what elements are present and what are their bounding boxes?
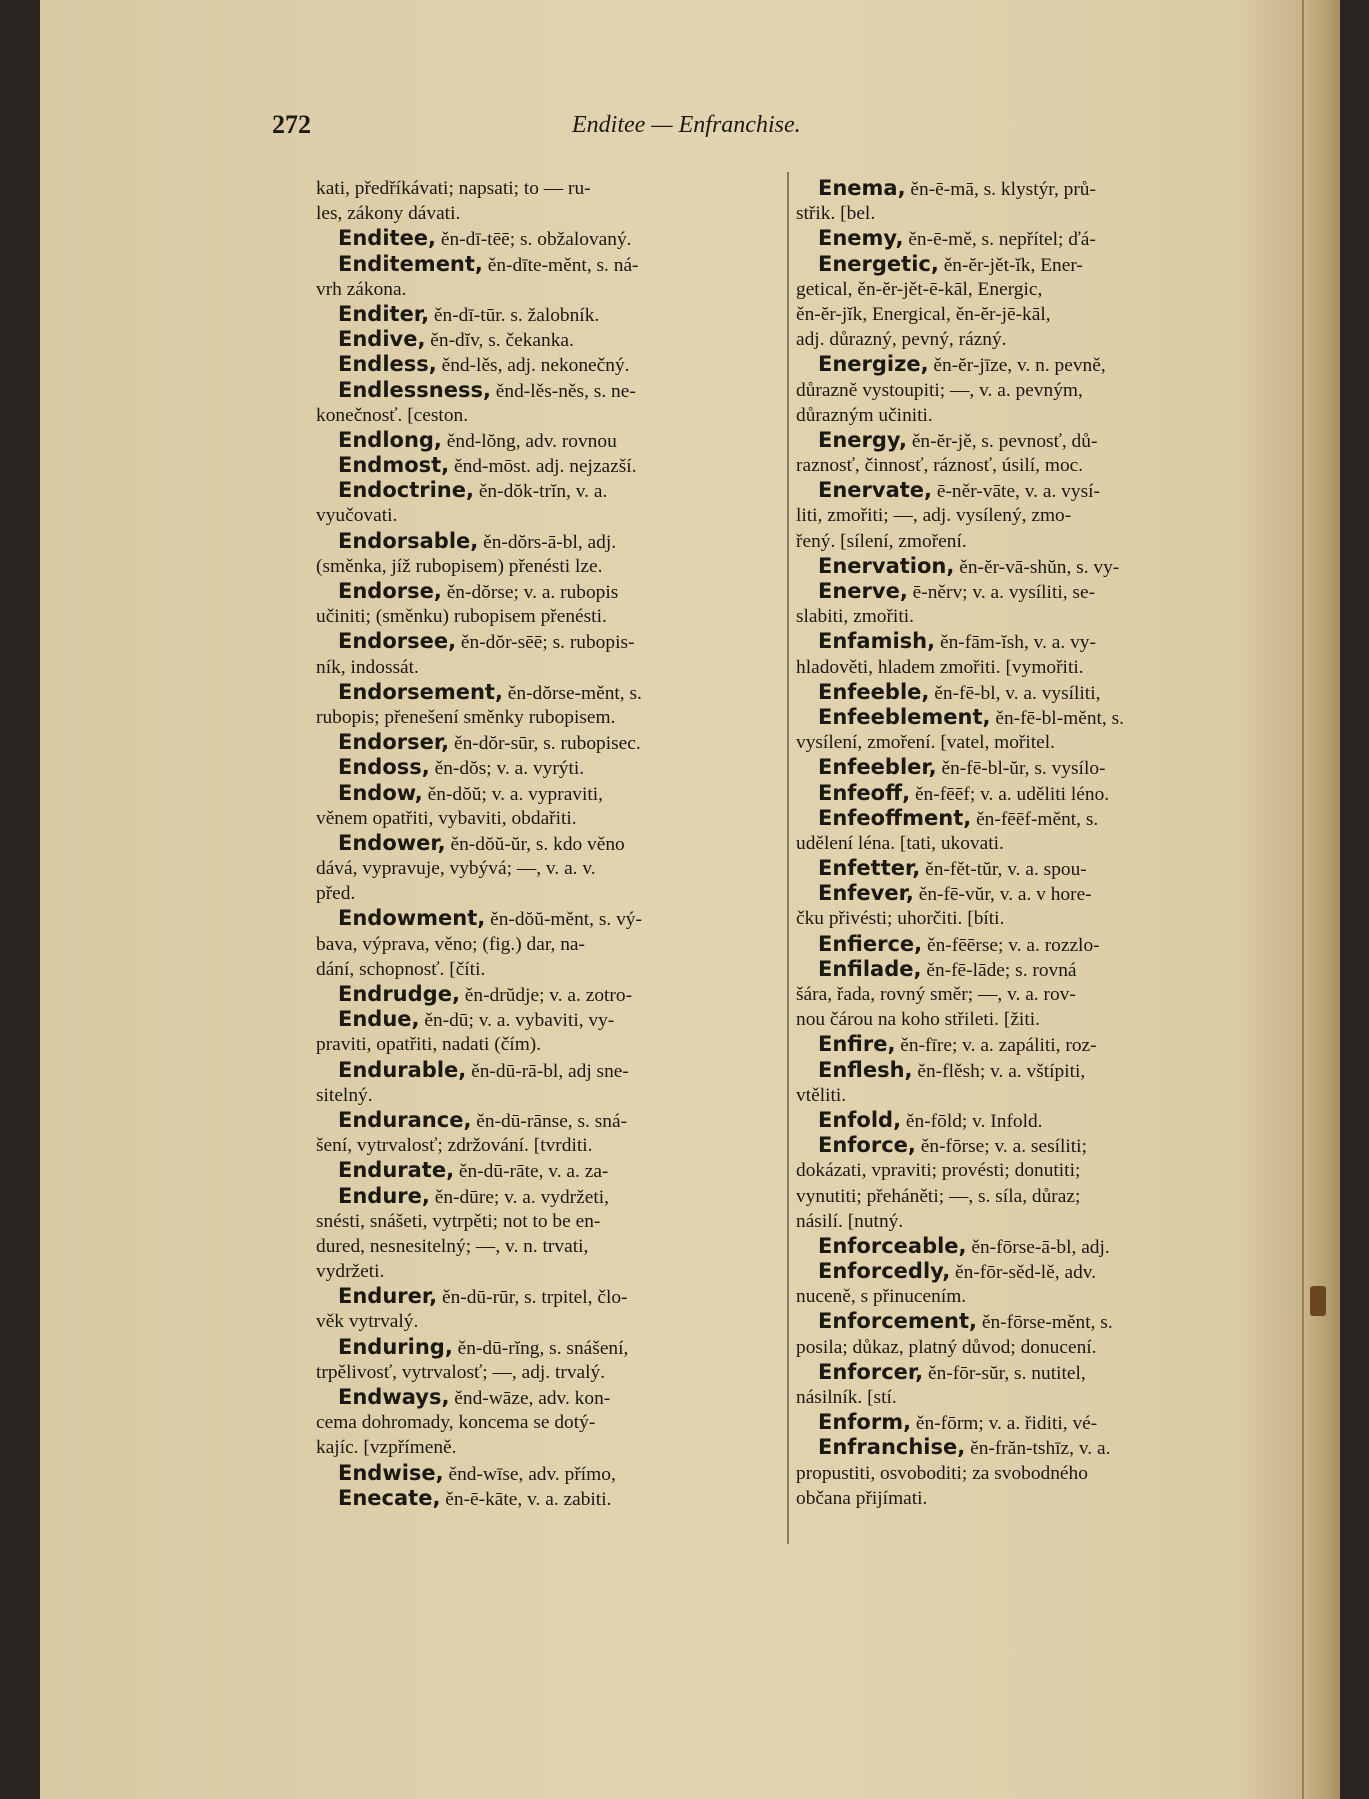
entry-text: rubopis; přenešení směnky rubopisem. [316,706,616,728]
entry-text: hladověti, hladem zmořiti. [vymořiti. [796,656,1084,678]
headword: Endure, [338,1183,430,1208]
headword: Enfold, [818,1107,902,1132]
headword: Enfilade, [818,956,922,981]
headword: Enemy, [818,226,904,251]
headword: Enditement, [338,251,483,276]
headword: Enditee, [338,226,437,251]
headword: Endoctrine, [338,478,474,503]
dictionary-entry-line [316,226,786,251]
dictionary-entry-line [796,755,1266,780]
entry-text: ěn-fōrse-ā-bl, adj. [966,1236,1110,1258]
dictionary-entry-line [316,906,786,931]
headword: Enervation, [818,553,955,578]
entry-text: ěn-dī-tēē; s. obžalovaný. [436,229,632,251]
entry-text: ěn-ĕr-vā-shŭn, s. vy- [954,556,1120,578]
headword: Endlessness, [338,377,491,402]
dictionary-entry-line [316,1335,786,1360]
text-line [316,176,786,201]
text-line [316,277,786,302]
text-line [316,604,786,629]
headword: Endorse, [338,579,442,603]
entry-text: ěn-dŏr-sēē; s. rubopis- [456,632,635,654]
headword: Endmost, [338,453,450,478]
dictionary-entry-line [796,226,1266,251]
entry-text: čku přivésti; uhorčiti. [bíti. [796,908,1005,930]
text-line [316,503,786,528]
text-line [316,957,786,982]
dictionary-entry-line [316,680,786,705]
headword: Endorsement, [338,679,503,704]
entry-text: ěn-fōr-sěd-lě, adv. [950,1262,1097,1284]
entry-text: ěn-dī-tūr. s. žalobník. [429,304,600,326]
entry-text: ěn-dū-rĭng, s. snášení, [452,1337,629,1359]
text-line [316,1032,786,1057]
left-column [316,176,786,1511]
entry-text: věk vytrvalý. [316,1311,419,1333]
dictionary-entry-line [316,1284,786,1309]
headword: Endurance, [338,1107,472,1132]
text-line [796,1158,1266,1183]
dictionary-entry-line [316,327,786,352]
headword: Enforcedly, [818,1259,951,1284]
text-line [796,201,1266,226]
dictionary-entry-line [316,629,786,654]
dictionary-entry-line [796,352,1266,377]
entry-text: ěn-fām-ĭsh, v. a. vy- [935,632,1096,654]
text-line [796,730,1266,755]
headword: Endurable, [338,1057,467,1082]
entry-text: ěn-ē-mě, s. nepřítel; ďá- [903,229,1096,251]
headword: Endurate, [338,1158,455,1183]
dictionary-entry-line [316,378,786,403]
text-line [796,906,1266,931]
entry-text: ěn-fēēf; v. a. uděliti léno. [910,783,1110,805]
entry-text: před. [316,883,356,905]
entry-text: ěnd-lěs, adj. nekonečný. [436,355,630,377]
text-line [796,655,1266,680]
text-line [796,831,1266,856]
dictionary-entry-line [796,1234,1266,1259]
text-line [796,1007,1266,1032]
entry-text: ěnd-wāze, adv. kon- [449,1388,611,1409]
headword: Enform, [818,1410,912,1435]
text-line [796,277,1266,302]
dictionary-entry-line [316,1007,786,1032]
dictionary-entry-line [316,302,786,327]
entry-text: ěn-ē-mā, s. klystýr, prů- [905,179,1096,200]
headword: Enfeoff, [818,780,911,805]
entry-text: ěn-dŏŭ-ŭr, s. kdo věno [445,833,625,855]
running-title: Enditee — Enfranchise. [572,112,801,138]
text-line [316,705,786,730]
headword: Enervate, [818,478,933,503]
entry-text: ěn-fīre; v. a. zapáliti, roz- [895,1035,1097,1057]
headword: Endoss, [338,755,430,780]
entry-text: důrazně vystoupiti; —, v. a. pevným, [796,379,1083,401]
entry-text: raznosť, činnosť, ráznosť, úsilí, moc. [796,455,1084,477]
entry-text: ěn-dŏr-sūr, s. rubopisec. [449,733,641,755]
text-line [796,302,1266,327]
dictionary-entry-line [796,1133,1266,1158]
entry-text: ěn-ĕr-jīze, v. n. pevně, [928,355,1106,377]
entry-text: ěn-fē-bl, v. a. vysíliti, [929,682,1101,704]
entry-text: getical, ěn-ĕr-jět-ē-kāl, Energic, [796,278,1043,300]
entry-text: ěn-fōrse-měnt, s. [977,1312,1113,1334]
dictionary-entry-line [796,1360,1266,1385]
dictionary-entry-line [796,1259,1266,1284]
dictionary-entry-line [316,1184,786,1209]
entry-text: ěn-dŏrse; v. a. rubopis [441,582,619,603]
entry-text: ē-něrv; v. a. vysíliti, se- [907,582,1096,603]
headword: Enfetter, [818,856,921,881]
text-line [316,1133,786,1158]
entry-text: ěn-fēēf-měnt, s. [971,808,1099,830]
headword: Enditer, [338,301,430,326]
headword: Endorser, [338,730,450,755]
text-line [316,1209,786,1234]
text-line [316,1309,786,1334]
text-line [316,1410,786,1435]
dictionary-entry-line [316,755,786,780]
entry-text: dává, vypravuje, vybývá; —, v. a. v. [316,858,596,880]
dictionary-entry-line [796,478,1266,503]
entry-text: násilník. [stí. [796,1387,897,1408]
text-line [316,1083,786,1108]
headword: Enfierce, [818,931,923,956]
dictionary-page [40,0,1340,1799]
entry-text: ěnd-lěs-něs, s. ne- [490,380,636,402]
entry-text: dured, nesnesitelný; —, v. n. trvati, [316,1235,589,1257]
entry-text: učiniti; (směnku) rubopisem přenésti. [316,606,607,628]
entry-text: důrazným učiniti. [796,404,933,426]
entry-text: šára, řada, rovný směr; —, v. a. rov- [796,984,1076,1005]
text-line [796,1461,1266,1486]
dictionary-entry-line [796,881,1266,906]
entry-text: ěn-dū-rūr, s. trpitel, člo- [437,1287,628,1309]
headword: Endwise, [338,1460,444,1485]
text-line [796,403,1266,428]
text-line [796,1083,1266,1108]
entry-text: šení, vytrvalosť; zdržování. [tvrditi. [316,1135,593,1157]
entry-text: sitelný. [316,1084,373,1106]
entry-text: ník, indossát. [316,656,419,678]
entry-text: občana přijímati. [796,1487,928,1509]
entry-text: ěn-fē-bl-měnt, s. [990,707,1125,729]
entry-text: ěn-flěsh; v. a. vštípiti, [912,1060,1086,1082]
dictionary-entry-line [796,1309,1266,1334]
entry-text: ěnd-wīse, adv. přímo, [443,1463,616,1485]
headword: Enfranchise, [818,1435,966,1460]
text-line [796,1335,1266,1360]
headword: Endowment, [338,906,486,931]
dictionary-entry-line [796,705,1266,730]
text-line [796,1385,1266,1410]
dictionary-entry-line [796,629,1266,654]
dictionary-entry-line [796,1032,1266,1057]
dictionary-entry-line [316,831,786,856]
headword: Endorsable, [338,528,479,553]
headword: Enema, [818,176,906,200]
dictionary-entry-line [796,680,1266,705]
text-line [796,1284,1266,1309]
dictionary-entry-line [316,1461,786,1486]
text-line [316,201,786,226]
entry-text: ěn-fē-bl-ŭr, s. vysílo- [936,758,1106,780]
dictionary-entry-line [796,957,1266,982]
entry-text: řený. [sílení, zmoření. [796,530,967,552]
dictionary-entry-line [796,856,1266,881]
dictionary-entry-line [316,781,786,806]
dictionary-entry-line [316,1108,786,1133]
headword: Endow, [338,780,423,805]
entry-text: ěn-fē-lāde; s. rovná [921,959,1077,981]
text-line [316,806,786,831]
headword: Enfeebler, [818,755,937,780]
text-line [796,453,1266,478]
text-line [316,554,786,579]
headword: Endless, [338,352,437,377]
dictionary-entry-line [316,252,786,277]
dictionary-entry-line [316,352,786,377]
dictionary-entry-line [796,1108,1266,1133]
dictionary-entry-line [316,1385,786,1410]
headword: Energize, [818,352,929,377]
entry-text: vtěliti. [796,1084,847,1106]
dictionary-entry-line [316,982,786,1007]
entry-text: ěn-dīte-měnt, s. ná- [482,254,639,276]
headword: Enflesh, [818,1057,913,1082]
headword: Energy, [818,427,907,452]
headword: Energetic, [818,251,939,276]
dictionary-entry-line [316,1058,786,1083]
text-line [316,1259,786,1284]
headword: Enforce, [818,1133,916,1158]
entry-text: ěn-dŏrse-měnt, s. [502,682,642,704]
entry-text: ěn-dū-rā-bl, adj sne- [466,1060,629,1082]
entry-text: ěn-dŏk-trĭn, v. a. [473,481,608,503]
headword: Enforceable, [818,1233,967,1258]
entry-text: ěn-dŏŭ-měnt, s. vý- [485,909,642,931]
page-number: 272 [272,110,311,139]
entry-text: vydržeti. [316,1261,385,1283]
entry-text: ěn-fōrm; v. a. řiditi, vé- [911,1413,1098,1435]
entry-text: násilí. [nutný. [796,1210,904,1232]
text-line [316,1234,786,1259]
headword: Enfamish, [818,629,936,654]
entry-text: ěn-dū-rāte, v. a. za- [454,1161,609,1183]
dictionary-entry-line [796,806,1266,831]
dictionary-entry-line [796,781,1266,806]
headword: Enecate, [338,1485,441,1510]
entry-text: kati, předříkávati; napsati; to — ru- [316,178,591,199]
entry-text: vrh zákona. [316,278,407,300]
entry-text: ěn-ĕr-jě, s. pevnosť, dů- [906,430,1098,452]
text-line [316,856,786,881]
entry-text: snésti, snášeti, vytrpěti; not to be en- [316,1210,601,1232]
text-line [796,604,1266,629]
headword: Endlong, [338,427,442,452]
text-line [316,932,786,957]
entry-text: dokázati, vpraviti; provésti; donutiti; [796,1160,1081,1182]
entry-text: ěn-dūre; v. a. vydržeti, [429,1186,609,1208]
entry-text: ěn-dŏrs-ā-bl, adj. [478,531,617,553]
entry-text: ěn-dū; v. a. vybaviti, vy- [419,1010,615,1032]
headword: Enerve, [818,579,908,603]
dictionary-entry-line [316,428,786,453]
text-line [796,1486,1266,1511]
entry-text: ěn-dū-rānse, s. sná- [471,1110,628,1132]
text-line [796,503,1266,528]
headword: Endive, [338,327,426,352]
entry-text: posila; důkaz, platný důvod; donucení. [796,1336,1097,1358]
entry-text: praviti, opatřiti, nadati (čím). [316,1034,542,1056]
entry-text: ěn-ĕr-jĭk, Energical, ěn-ĕr-jē-kāl, [796,303,1051,325]
dictionary-entry-line [316,1158,786,1183]
dictionary-entry-line [316,453,786,478]
entry-text: ěn-fōrse; v. a. sesíliti; [915,1136,1087,1158]
dictionary-entry-line [316,478,786,503]
entry-text: střik. [bel. [796,203,876,225]
entry-text: adj. důrazný, pevný, rázný. [796,329,1007,351]
entry-text: ěn-fět-tŭr, v. a. spou- [920,859,1087,881]
dictionary-entry-line [796,1410,1266,1435]
entry-text: vysílení, zmoření. [vatel, mořitel. [796,732,1056,754]
entry-text: ěn-frăn-tshīz, v. a. [965,1438,1111,1460]
headword: Enforcer, [818,1359,924,1384]
headword: Enfeeblement, [818,704,991,729]
entry-text: věnem opatřiti, vybaviti, obdařiti. [316,807,577,829]
dictionary-entry-line [316,730,786,755]
dictionary-entry-line [796,579,1266,604]
text-line [796,327,1266,352]
headword: Enfire, [818,1032,896,1057]
entry-text: (směnka, jíž rubopisem) přenésti lze. [316,555,603,577]
text-line [796,1184,1266,1209]
entry-text: dání, schopnosť. [číti. [316,958,486,980]
text-line [316,1435,786,1460]
column-divider [787,172,789,1544]
dictionary-entry-line [796,932,1266,957]
headword: Enfeeble, [818,679,930,704]
headword: Endrudge, [338,982,460,1006]
entry-text: ěnd-mōst. adj. nejzazší. [449,456,637,478]
entry-text: trpělivosť, vytrvalosť; —, adj. trvalý. [316,1361,606,1383]
entry-text: ěn-fēērse; v. a. rozzlo- [922,934,1100,956]
dictionary-entry-line [316,1486,786,1511]
text-line [796,1209,1266,1234]
right-column [796,176,1266,1511]
entry-text: bava, výprava, věno; (fig.) dar, na- [316,933,585,955]
entry-text: ē-něr-vāte, v. a. vysí- [932,481,1100,503]
text-line [316,655,786,680]
entry-text: vyučovati. [316,505,398,527]
text-line [316,403,786,428]
entry-text: udělení léna. [tati, ukovati. [796,832,1004,854]
dictionary-entry-line [796,176,1266,201]
entry-text: ěn-fōld; v. Infold. [901,1110,1043,1132]
entry-text: nou čárou na koho střileti. [žiti. [796,1009,1040,1031]
text-line [796,982,1266,1007]
entry-text: ěn-drŭdje; v. a. zotro- [459,985,633,1006]
page-header [272,110,1032,150]
dictionary-entry-line [796,428,1266,453]
entry-text: ěn-dĭv, s. čekanka. [425,330,574,352]
headword: Endue, [338,1007,420,1032]
headword: Enfever, [818,881,914,906]
text-line [796,378,1266,403]
entry-text: cema dohromady, koncema se dotý- [316,1412,596,1434]
headword: Endorsee, [338,629,457,654]
entry-text: kajíc. [vzpřímeně. [316,1437,457,1459]
dictionary-entry-line [796,554,1266,579]
entry-text: les, zákony dávati. [316,203,461,225]
dictionary-entry-line [796,252,1266,277]
entry-text: liti, zmořiti; —, adj. vysílený, zmo- [796,505,1072,527]
bookmark-ribbon [1310,1286,1326,1316]
headword: Enduring, [338,1334,453,1359]
headword: Endways, [338,1385,450,1409]
entry-text: ěn-fē-vŭr, v. a. v hore- [913,884,1092,906]
dictionary-entry-line [316,579,786,604]
entry-text: ěn-dŏs; v. a. vyrýti. [429,758,585,780]
entry-text: nuceně, s přinucením. [796,1286,967,1308]
entry-text: ěnd-lŏng, adv. rovnou [441,430,617,452]
headword: Enfeoffment, [818,805,972,830]
entry-text: vynutiti; přeháněti; —, s. síla, důraz; [796,1185,1081,1207]
book-page-edge [1302,0,1340,1799]
dictionary-entry-line [796,1435,1266,1460]
entry-text: ěn-ē-kāte, v. a. zabiti. [440,1488,612,1510]
dictionary-entry-line [796,1058,1266,1083]
text-line [796,529,1266,554]
text-line [316,881,786,906]
entry-text: propustiti, osvoboditi; za svobodného [796,1462,1088,1484]
entry-text: slabiti, zmořiti. [796,606,914,628]
entry-text: ěn-fōr-sŭr, s. nutitel, [923,1362,1086,1384]
entry-text: konečnosť. [ceston. [316,404,469,426]
entry-text: ěn-dŏŭ; v. a. vypraviti, [422,783,604,805]
entry-text: ěn-ĕr-jět-ĭk, Ener- [938,254,1083,276]
dictionary-entry-line [316,529,786,554]
headword: Enforcement, [818,1309,977,1334]
text-line [316,1360,786,1385]
headword: Endower, [338,830,446,855]
headword: Endurer, [338,1284,438,1309]
